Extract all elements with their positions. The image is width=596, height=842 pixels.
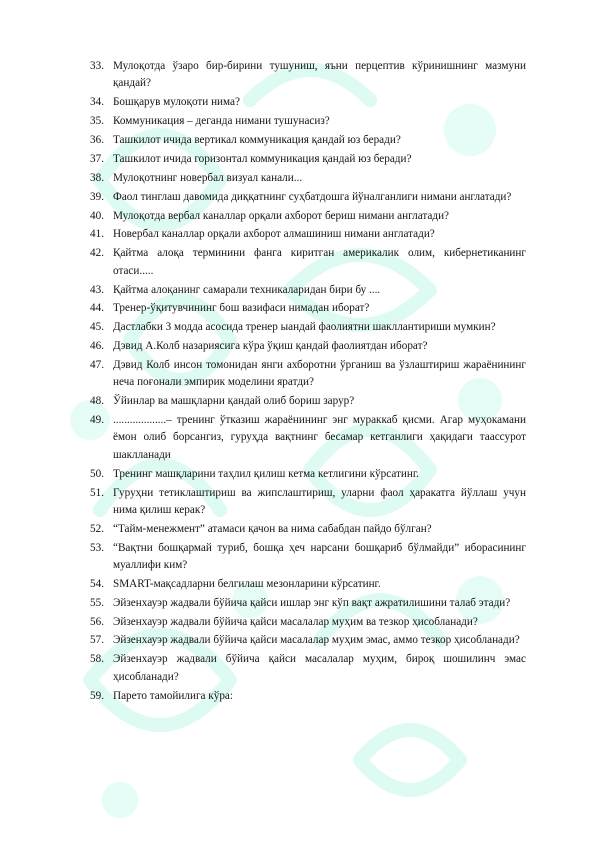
question-text: Гуруҳни тетиклаштириш ва жипслаштириш, уларни фаол ҳаракатга йўллаш учун нима қилиш керак?	[113, 486, 526, 516]
question-text: Қайтма алоқанинг самарали техникаларидан бири бу ....	[113, 283, 381, 296]
question-item	[90, 466, 526, 483]
question-number: 54.	[90, 577, 104, 590]
question-item	[90, 651, 526, 686]
question-item	[90, 282, 526, 299]
question-number: 52.	[90, 522, 104, 535]
question-number: 49.	[90, 414, 104, 427]
question-text: Дэвид А.Колб назариясига кўра ўқиш қандай фаолиятдан иборат?	[113, 340, 428, 353]
question-text: ...................– тренинг ўтказиш жараёнининг энг мураккаб қисми. Агар муҳокамани ёмон олиб борсангиз, гуруҳда вақтнинг бесамар кетганлиги ҳақидаги таассурот шаклланади	[113, 414, 526, 461]
question-number: 38.	[90, 171, 104, 184]
question-number: 53.	[90, 541, 104, 554]
question-text: Мулоқотда ўзаро бир-бирини тушуниш, яъни перцептив кўринишнинг мазмуни қандай?	[113, 60, 526, 90]
question-item	[90, 94, 526, 111]
question-item	[90, 357, 526, 392]
question-number: 55.	[90, 596, 104, 609]
question-item	[90, 319, 526, 336]
question-item	[90, 338, 526, 355]
question-number: 47.	[90, 359, 104, 372]
question-item	[90, 412, 526, 464]
question-item	[90, 226, 526, 243]
question-text: Эйзенхауэр жадвали бўйича қайси масалалар муҳим, бироқ шошилинч эмас ҳисобланади?	[113, 653, 526, 683]
question-item	[90, 58, 526, 93]
question-number: 42.	[90, 247, 104, 260]
question-text: Новербал каналлар орқали ахборот алмашиниш нимани англатади?	[113, 228, 435, 241]
question-number: 58.	[90, 653, 104, 666]
question-number: 40.	[90, 209, 104, 222]
question-text: Дастлабки 3 модда асосида тренер ыандай фаолиятни шакллантириши мумкин?	[113, 321, 496, 334]
question-item	[90, 540, 526, 575]
question-number: 36.	[90, 133, 104, 146]
question-text: Ташкилот ичида горизонтал коммуникация қандай юз беради?	[113, 152, 412, 165]
question-number: 39.	[90, 190, 104, 203]
question-number: 35.	[90, 115, 104, 128]
question-text: SMART-мақсадларни белгилаш мезонларини кўрсатинг.	[113, 577, 381, 590]
question-item	[90, 521, 526, 538]
question-text: Тренинг машқларини таҳлил қилиш кетма кетлигини кўрсатинг.	[113, 467, 419, 480]
question-number: 34.	[90, 96, 104, 109]
question-number: 56.	[90, 615, 104, 628]
question-text: “Тайм-менежмент” атамаси қачон ва нима сабабдан пайдо бўлган?	[113, 522, 432, 535]
question-item	[90, 245, 526, 280]
question-item	[90, 113, 526, 130]
question-text: Эйзенхауэр жадвали бўйича қайси ишлар энг кўп вақт ажратилишини талаб этади?	[113, 596, 511, 609]
question-item	[90, 576, 526, 593]
question-number: 50.	[90, 467, 104, 480]
question-text: Мулоқотнинг новербал визуал канали...	[113, 171, 303, 184]
question-item	[90, 208, 526, 225]
question-item	[90, 595, 526, 612]
question-number: 57.	[90, 634, 104, 647]
question-item	[90, 614, 526, 631]
question-number: 43.	[90, 283, 104, 296]
question-number: 45.	[90, 321, 104, 334]
question-number: 44.	[90, 302, 104, 315]
question-item	[90, 300, 526, 317]
question-number: 46.	[90, 340, 104, 353]
question-text: Қайтма алоқа терминини фанга киритган америкалик олим, кибернетиканинг отаси.....	[113, 247, 526, 277]
question-item	[90, 632, 526, 649]
question-text: “Вақтни бошқармай туриб, бошқа ҳеч нарсани бошқариб бўлмайди” иборасининг муаллифи ким?	[113, 541, 526, 571]
question-item	[90, 132, 526, 149]
question-text: Бошқарув мулоқоти нима?	[113, 96, 240, 109]
question-text: Тренер-ўқитувчининг бош вазифаси нимадан иборат?	[113, 302, 370, 315]
question-text: Эйзенхауэр жадвали бўйича қайси масалалар муҳим эмас, аммо тезкор ҳисобланади?	[113, 634, 520, 647]
question-list	[90, 58, 526, 706]
question-item	[90, 485, 526, 520]
question-text: Мулоқотда вербал каналлар орқали ахборот бериш нимани англатади?	[113, 209, 450, 222]
question-text: Эйзенхауэр жадвали бўйича қайси масалалар муҳим ва тезкор ҳисобланади?	[113, 615, 478, 628]
question-number: 59.	[90, 689, 104, 702]
question-text: Ўйинлар ва машқларни қандай олиб бориш зарур?	[113, 395, 355, 408]
question-text: Коммуникация – деганда нимани тушунасиз?	[113, 115, 330, 128]
question-number: 41.	[90, 228, 104, 241]
question-item	[90, 688, 526, 705]
question-item	[90, 189, 526, 206]
question-text: Парето тамойилига кўра:	[113, 689, 233, 702]
question-number: 37.	[90, 152, 104, 165]
question-number: 48.	[90, 395, 104, 408]
question-number: 33.	[90, 60, 104, 72]
question-text: Ташкилот ичида вертикал коммуникация қандай юз беради?	[113, 133, 401, 146]
question-item	[90, 393, 526, 410]
question-number: 51.	[90, 486, 104, 499]
question-text: Дэвид Колб инсон томонидан янги ахборотни ўрганиш ва ўзлаштириш жараёнининг неча поғонали эмпирик моделини яратди?	[113, 359, 526, 389]
question-text: Фаол тинглаш давомида диққатнинг суҳбатдошга йўналганлиги нимани англатади?	[113, 190, 512, 203]
question-item	[90, 151, 526, 168]
question-item	[90, 170, 526, 187]
